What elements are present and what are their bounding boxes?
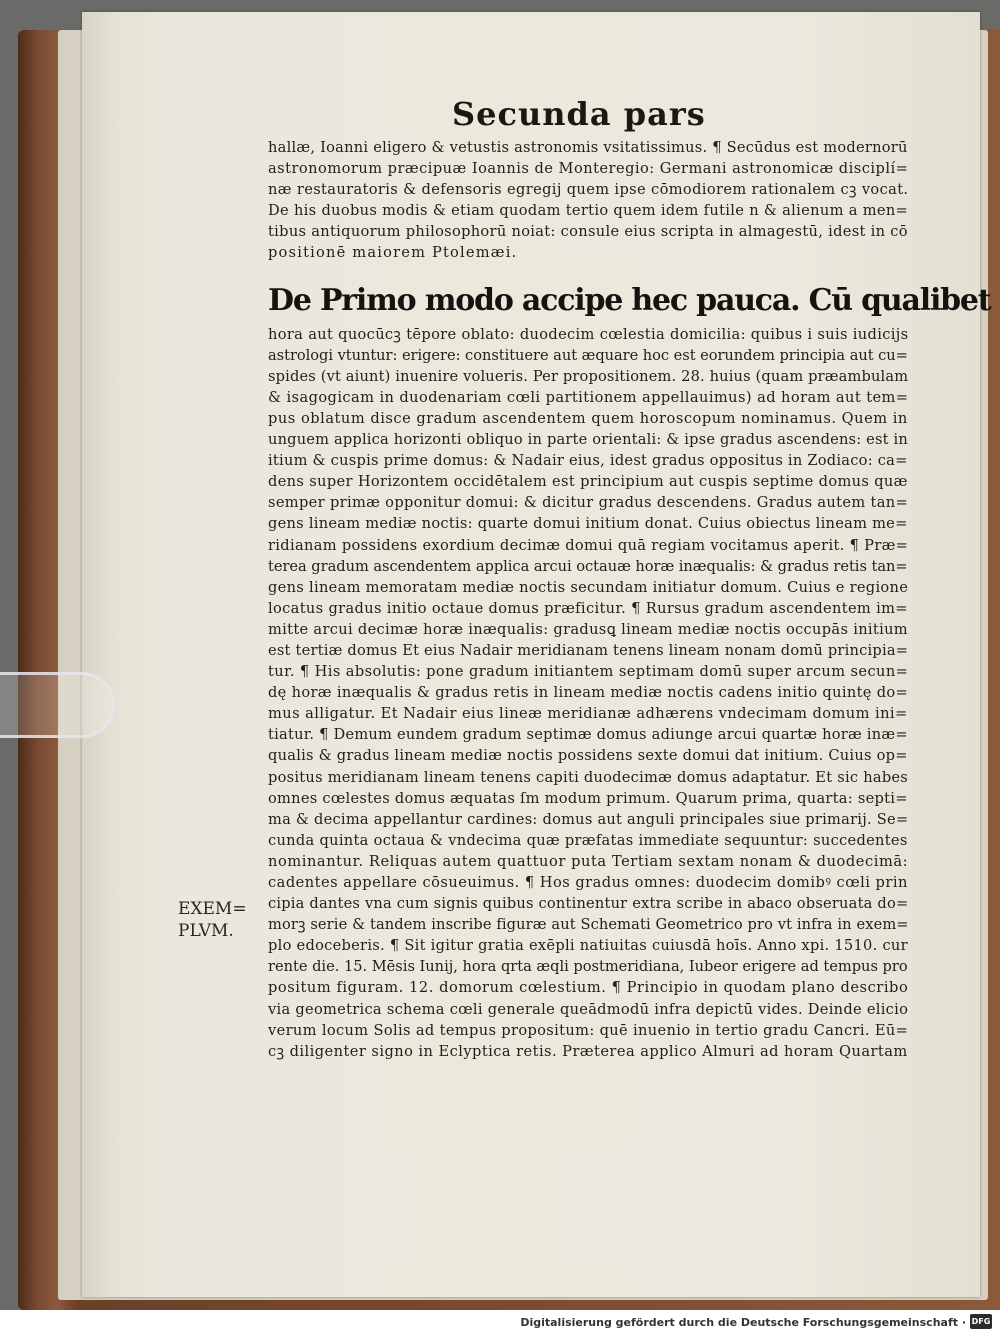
margin-note	[178, 898, 268, 942]
text-line: næ restauratoris & defensoris egregij quem ipse cōmodiorem rationalem cꝫ vocat.	[268, 181, 909, 199]
text-line: tibus antiquorum philosophorū noiat: consule eius scripta in almagestū, idest in cō	[268, 223, 908, 241]
main-paragraph	[268, 324, 908, 1062]
text-line: pus oblatum disce gradum ascendentem quem horoscopum nominamus. Quem in	[268, 409, 908, 427]
text-line: tur. ¶ His absolutis: pone gradum initiantem septimam domū super arcum secun=	[268, 663, 909, 681]
text-line: via geometrica schema cœli generale queādmodū infra depictū vides. Deinde elicio	[268, 1000, 909, 1018]
text-line: & isagogicam in duodenariam cœli partitionem appellauimus) ad horam aut tem=	[268, 388, 909, 406]
text-line: cadentes appellare cōsueuimus. ¶ Hos gradus omnes: duodecim domibꝰ cœli prin	[268, 874, 908, 891]
text-line: unguem applica horizonti obliquo in parte orientali: & ipse gradus ascendens: est in	[268, 431, 908, 449]
margin-note-line-1: EXEM=	[178, 899, 247, 919]
text-line: hallæ, Ioanni eligero & vetustis astronomis vsitatissimus. ¶ Secūdus est modernorū	[268, 139, 908, 156]
text-line: tiatur. ¶ Demum eundem gradum septimæ domus adiunge arcui quartæ horæ inæ=	[268, 726, 908, 744]
text-line: dę horæ inæqualis & gradus retis in lineam mediæ noctis cadens initio quintę do=	[268, 684, 909, 702]
intro-paragraph	[268, 137, 908, 264]
text-line: dens super Horizontem occidētalem est principium aut cuspis septime domus quæ	[268, 473, 908, 491]
text-line: morꝫ serie & tandem inscribe figuræ aut Schemati Geometrico pro vt infra in exem=	[268, 916, 909, 934]
running-head: Secunda pars	[452, 95, 706, 133]
text-line: hora aut quocūcꝫ tēpore oblato: duodecim cœlestia domicilia: quibus i suis iudicijs	[268, 325, 909, 343]
text-line: locatus gradus initio octaue domus præficitur. ¶ Rursus gradum ascendentem im=	[268, 599, 908, 617]
text-line: terea gradum ascendentem applica arcui octauæ horæ inæqualis: & gradus retis tan=	[268, 557, 908, 575]
text-line: itium & cuspis prime domus: & Nadair eius, idest gradus oppositus in Zodiaco: ca=	[268, 452, 908, 470]
text-line: spides (vt aiunt) inuenire volueris. Per propositionem. 28. huius (quam præambulam	[268, 367, 909, 385]
text-line: verum locum Solis ad tempus propositum: quē inuenio in tertio gradu Cancri. Eū=	[268, 1021, 909, 1039]
text-line: omnes cœlestes domus æquatas ſm modum primum. Quarum prima, quarta: septi=	[268, 789, 908, 807]
text-line: cunda quinta octaua & vndecima quæ præfatas immediate sequuntur: succedentes	[268, 831, 908, 849]
text-line: positus meridianam lineam tenens capiti duodecimæ domus adaptatur. Et sic habes	[268, 768, 909, 786]
footer-credit: Digitalisierung gefördert durch die Deutsche Forschungsgemeinschaft ·	[520, 1316, 966, 1329]
section-heading: De Primo modo accipe hec pauca. Cū qualibet	[268, 282, 991, 318]
body-text	[268, 137, 991, 1062]
page-holder-clip	[0, 672, 115, 738]
text-line: semper primæ opponitur domui: & dicitur gradus descendens. Gradus autem tan=	[268, 494, 909, 512]
text-line: positum figuram. 12. domorum cœlestium. ¶ Principio in quodam plano describo	[268, 979, 909, 997]
text-line: cipia dantes vna cum signis quibus continentur extra scribe in abaco obseruata do=	[268, 895, 909, 913]
text-line: gens lineam memoratam mediæ noctis secundam initiatur domum. Cuius e regione	[268, 578, 909, 596]
text-line: ridianam possidens exordium decimæ domui quā regiam vocitamus aperit. ¶ Præ=	[268, 536, 909, 554]
margin-note-line-2: PLVM.	[178, 921, 234, 941]
dfg-logo: DFG	[970, 1314, 992, 1329]
text-line: nominantur. Reliquas autem quattuor puta Tertiam sextam nonam & duodecimā:	[268, 852, 909, 870]
text-line: rente die. 15. Mēsis Iunij, hora qrta æqli postmeridiana, Iubeor erigere ad tempus pro	[268, 958, 908, 976]
text-line: positionē maiorem Ptolemæi.	[268, 244, 518, 262]
text-line: astrologi vtuntur: erigere: constituere aut æquare hoc est eorundem principia aut cu=	[268, 346, 908, 364]
text-line: mitte arcui decimæ horæ inæqualis: gradusꝗ lineam mediæ noctis occupās initium	[268, 620, 908, 638]
text-line: est tertiæ domus Et eius Nadair meridianam tenens lineam nonam domū principia=	[268, 641, 909, 659]
text-line: mus alligatur. Et Nadair eius lineæ meridianæ adhærens vndecimam domum ini=	[268, 705, 908, 723]
text-line: De his duobus modis & etiam quodam tertio quem idem futile n & alienum a men=	[268, 202, 909, 220]
text-line: cꝫ diligenter signo in Eclyptica retis. Præterea applico Almuri ad horam Quartam	[268, 1042, 908, 1060]
text-line: gens lineam mediæ noctis: quarte domui initium donat. Cuius obiectus lineam me=	[268, 515, 908, 533]
text-line: plo edoceberis. ¶ Sit igitur gratia exēpli natiuitas cuiusdā hoīs. Anno xpi. 1510. cur	[268, 937, 908, 955]
text-line: astronomorum præcipuæ Ioannis de Monteregio: Germani astronomicæ disciplí=	[268, 160, 909, 178]
text-line: ma & decima appellantur cardines: domus aut anguli principales siue primarij. Se=	[268, 810, 909, 828]
text-line: qualis & gradus lineam mediæ noctis possidens sexte domui dat initium. Cuius op=	[268, 747, 908, 765]
